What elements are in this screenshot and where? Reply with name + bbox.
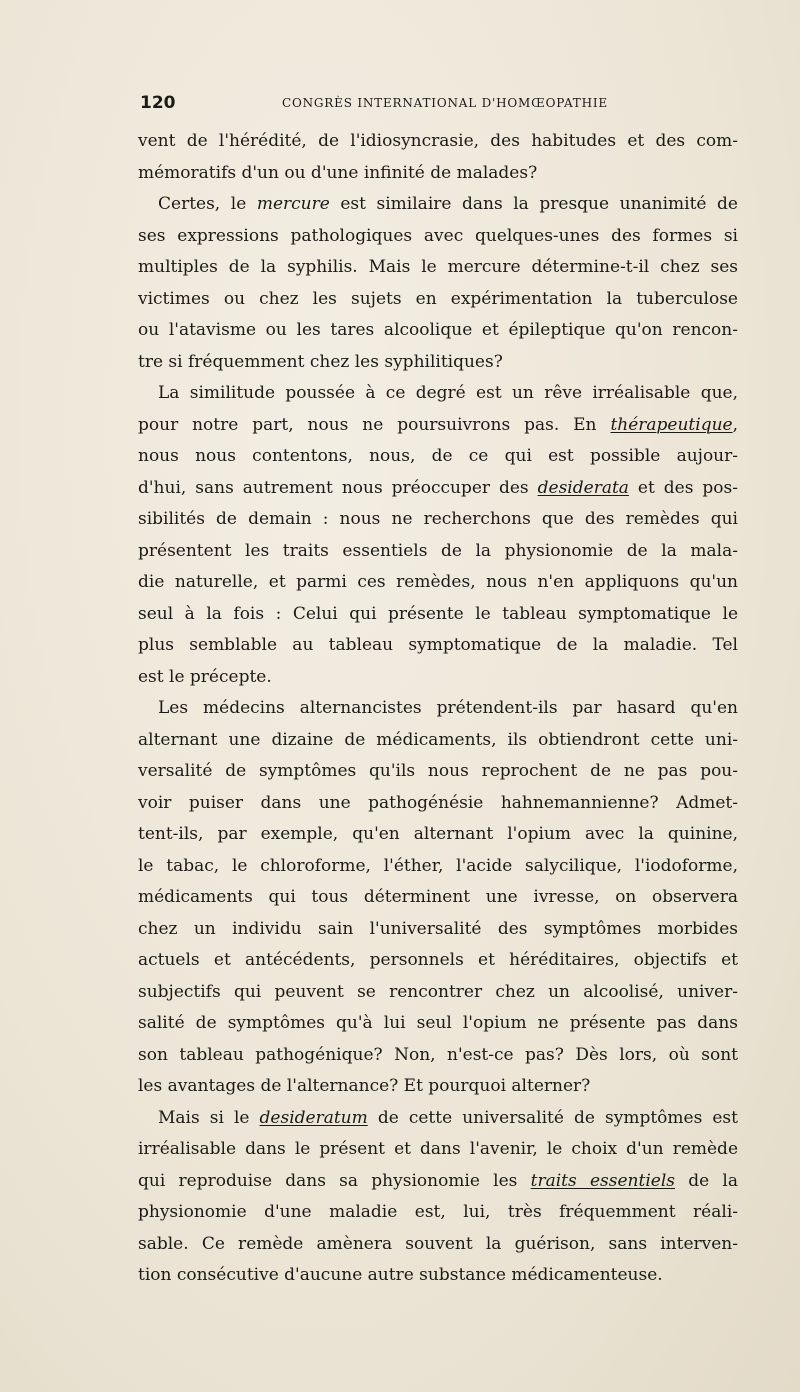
text-line: nous nous contentons, nous, de ce qui est possible aujour- [138,446,738,466]
text-line: voir puiser dans une pathogénésie hahnemannienne? Admet- [138,792,738,813]
text-line: sibilités de demain : nous ne recherchons que des remèdes qui [138,509,738,529]
text-line: d'hui, sans autrement nous préoccuper des desiderata et des pos- [138,477,738,498]
text-line: actuels et antécédents, personnels et héréditaires, objectifs et [138,950,738,970]
italic-term: mercure [256,194,330,214]
text-line: Certes, le mercure est similaire dans la presque unanimité de [158,194,738,214]
italic-term: thérapeutique [610,414,733,435]
text-line: tent-ils, par exemple, qu'en alternant l'opium avec la quinine, [138,824,738,844]
text-line: sable. Ce remède amènera souvent la guérison, sans interven- [138,1233,738,1254]
italic-term: desideratum [259,1107,368,1128]
text-line: seul à la fois : Celui qui présente le tableau symptomatique le [138,603,738,624]
text-line: chez un individu sain l'universalité des symptômes morbides [138,918,738,939]
text-line: le tabac, le chloroforme, l'éther, l'acide salycilique, l'iodoforme, [138,855,738,876]
text-line: plus semblable au tableau symptomatique de la maladie. Tel [138,635,738,655]
running-title: CONGRÈS INTERNATIONAL D'HOMŒOPATHIE [282,96,608,110]
text-line: Mais si le desideratum de cette universalité de symptômes est [158,1107,738,1128]
text-line: est le précepte. [138,666,272,687]
text-line: victimes ou chez les sujets en expérimentation la tuberculose [138,288,738,309]
text-line: pour notre part, nous ne poursuivrons pas. En thérapeutique, [138,414,738,435]
italic-term: traits essentiels [530,1170,675,1191]
text-line: qui reproduise dans sa physionomie les traits essentiels de la [138,1170,738,1191]
italic-term: desiderata [537,477,629,498]
page-header [140,93,740,117]
text-line: présentent les traits essentiels de la physionomie de la mala- [138,540,738,561]
text-line: multiples de la syphilis. Mais le mercure détermine-t-il chez ses [138,257,738,277]
text-line: irréalisable dans le présent et dans l'avenir, le choix d'un remède [138,1139,738,1159]
text-line: vent de l'hérédité, de l'idiosyncrasie, des habitudes et des com- [138,131,738,151]
text-line: ses expressions pathologiques avec quelques-unes des formes si [138,225,738,246]
text-line: tre si fréquemment chez les syphilitiques? [138,351,503,372]
text-line: tion consécutive d'aucune autre substance médicamenteuse. [138,1265,663,1285]
text-line: alternant une dizaine de médicaments, ils obtiendront cette uni- [138,729,738,750]
text-line: les avantages de l'alternance? Et pourquoi alterner? [138,1076,591,1096]
text-line: ou l'atavisme ou les tares alcoolique et épileptique qu'on rencon- [138,320,738,340]
text-line: versalité de symptômes qu'ils nous reprochent de ne pas pou- [138,761,738,781]
text-line: médicaments qui tous déterminent une ivresse, on observera [138,887,738,907]
text-line: die naturelle, et parmi ces remèdes, nous n'en appliquons qu'un [138,572,738,592]
text-line: son tableau pathogénique? Non, n'est-ce pas? Dès lors, où sont [138,1044,738,1065]
text-line: Les médecins alternancistes prétendent-ils par hasard qu'en [158,698,738,718]
page-number: 120 [140,93,176,113]
text-line: physionomie d'une maladie est, lui, très fréquemment réali- [138,1202,738,1222]
text-line: mémoratifs d'un ou d'une infinité de malades? [138,162,538,183]
text-line: La similitude poussée à ce degré est un rêve irréalisable que, [158,383,738,403]
text-line: subjectifs qui peuvent se rencontrer chez un alcoolisé, univer- [138,981,738,1002]
body-text [138,126,738,1292]
text-line: salité de symptômes qu'à lui seul l'opium ne présente pas dans [138,1013,738,1033]
